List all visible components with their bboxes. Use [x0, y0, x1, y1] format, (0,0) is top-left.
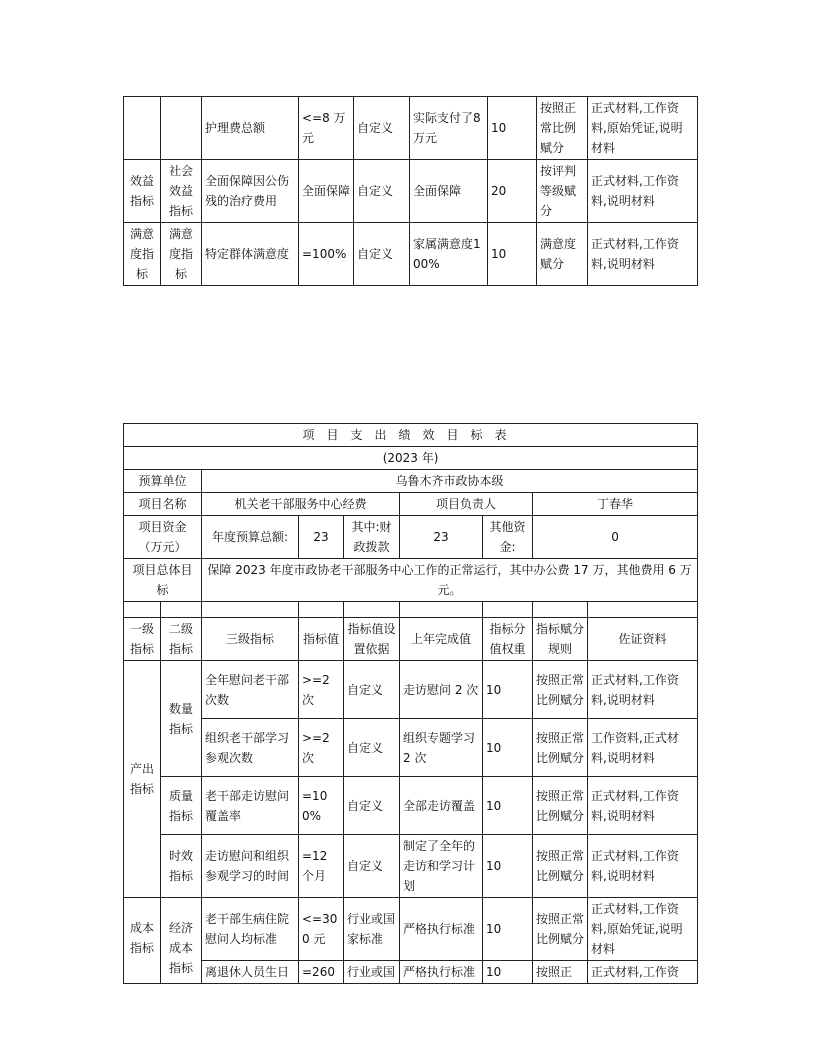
table-row	[124, 777, 698, 835]
evidence-cell: 正式材料,工作资料,原始凭证,说明材料	[588, 97, 698, 160]
rule-cell: 满意度赋分	[537, 223, 588, 286]
table-row	[124, 470, 698, 493]
weight-cell: 10	[488, 97, 537, 160]
last-cell: 组织专题学习 2 次	[400, 719, 483, 777]
rule-cell: 按照正常比例赋分	[533, 835, 588, 898]
l3-cell: 特定群体满意度	[202, 223, 299, 286]
table-row	[124, 898, 698, 961]
budget-unit-label: 预算单位	[124, 470, 202, 493]
project-name-label: 项目名称	[124, 493, 202, 516]
l3-cell: 护理费总额	[202, 97, 299, 160]
performance-target-table	[123, 423, 698, 984]
basis-cell: 行业或国	[344, 961, 400, 984]
group-timeliness: 时效指标	[161, 835, 202, 898]
value-cell: <=300 元	[299, 898, 344, 961]
owner-label: 项目负责人	[400, 493, 533, 516]
header-value: 指标值	[299, 618, 344, 661]
table-header-row	[124, 618, 698, 661]
rule-cell: 按评判等级赋分	[537, 160, 588, 223]
weight-cell: 20	[488, 160, 537, 223]
group-econ-cost: 经济成本指标	[161, 898, 202, 984]
rule-cell: 按照正常比例赋分	[533, 777, 588, 835]
basis-cell: 自定义	[354, 97, 410, 160]
evidence-cell: 正式材料,工作资料,原始凭证,说明材料	[588, 898, 698, 961]
evidence-cell: 正式材料,工作资料,说明材料	[588, 160, 698, 223]
basis-cell: 自定义	[354, 160, 410, 223]
header-evidence: 佐证资料	[588, 618, 698, 661]
basis-cell: 行业或国家标准	[344, 898, 400, 961]
evidence-cell: 工作资料,正式材料,说明材料	[588, 719, 698, 777]
l3-cell: 组织老干部学习参观次数	[202, 719, 299, 777]
header-basis: 指标值设置依据	[344, 618, 400, 661]
weight-cell: 10	[483, 719, 533, 777]
continuation-table	[123, 96, 698, 286]
header-l3: 三级指标	[202, 618, 299, 661]
basis-cell: 自定义	[344, 835, 400, 898]
evidence-cell: 正式材料,工作资	[588, 961, 698, 984]
table-spacer-row	[124, 602, 698, 618]
goal-text: 保障 2023 年度市政协老干部服务中心工作的正常运行，其中办公费 17 万，其他费用 6 万元。	[202, 559, 698, 602]
value-cell: >=2 次	[299, 661, 344, 719]
table-row	[124, 559, 698, 602]
evidence-cell: 正式材料,工作资料,说明材料	[588, 835, 698, 898]
rule-cell: 按照正常比例赋分	[533, 898, 588, 961]
evidence-cell: 正式材料,工作资料,说明材料	[588, 223, 698, 286]
value-cell: >=2 次	[299, 719, 344, 777]
header-rule: 指标赋分规则	[533, 618, 588, 661]
table-row	[124, 160, 698, 223]
header-weight: 指标分值权重	[483, 618, 533, 661]
l2-cell: 社会效益指标	[161, 160, 202, 223]
header-last: 上年完成值	[400, 618, 483, 661]
group-cost: 成本指标	[124, 898, 161, 984]
group-output: 产出指标	[124, 661, 161, 898]
table-row	[124, 97, 698, 160]
owner-value: 丁春华	[533, 493, 698, 516]
annual-total-value: 23	[299, 516, 344, 559]
table-title: 项目支出绩效目标表	[124, 424, 698, 447]
other-funds-label: 其他资金:	[483, 516, 533, 559]
other-funds-value: 0	[533, 516, 698, 559]
header-l1: 一级指标	[124, 618, 161, 661]
l3-cell: 老干部走访慰问覆盖率	[202, 777, 299, 835]
weight-cell: 10	[488, 223, 537, 286]
value-cell: <=8 万元	[299, 97, 354, 160]
table-row	[124, 493, 698, 516]
last-cell: 严格执行标准	[400, 898, 483, 961]
last-cell: 实际支付了8万元	[410, 97, 488, 160]
fiscal-value: 23	[400, 516, 483, 559]
last-cell: 全面保障	[410, 160, 488, 223]
weight-cell: 10	[483, 777, 533, 835]
l1-cell: 效益指标	[124, 160, 161, 223]
last-cell: 严格执行标准	[400, 961, 483, 984]
table-title-row	[124, 424, 698, 447]
value-cell: =100%	[299, 777, 344, 835]
header-l2: 二级指标	[161, 618, 202, 661]
l3-cell: 全面保障因公伤残的治疗费用	[202, 160, 299, 223]
evidence-cell: 正式材料,工作资料,说明材料	[588, 777, 698, 835]
l1-cell: 满意度指标	[124, 223, 161, 286]
weight-cell: 10	[483, 898, 533, 961]
l3-cell: 走访慰问和组织参观学习的时间	[202, 835, 299, 898]
funds-label: 项目资金（万元）	[124, 516, 202, 559]
basis-cell: 自定义	[344, 719, 400, 777]
l1-cell	[124, 97, 161, 160]
table-row	[124, 661, 698, 719]
l2-cell	[161, 97, 202, 160]
basis-cell: 自定义	[344, 661, 400, 719]
goal-label: 项目总体目标	[124, 559, 202, 602]
last-cell: 全部走访覆盖	[400, 777, 483, 835]
table-year-row	[124, 447, 698, 470]
group-quantity: 数量指标	[161, 661, 202, 777]
rule-cell: 按照正常比例赋分	[533, 719, 588, 777]
table-row	[124, 516, 698, 559]
value-cell: =260	[299, 961, 344, 984]
l2-cell: 满意度指标	[161, 223, 202, 286]
value-cell: =12 个月	[299, 835, 344, 898]
value-cell: =100%	[299, 223, 354, 286]
rule-cell: 按照正常比例赋分	[537, 97, 588, 160]
evidence-cell: 正式材料,工作资料,说明材料	[588, 661, 698, 719]
l3-cell: 离退休人员生日	[202, 961, 299, 984]
rule-cell: 按照正	[533, 961, 588, 984]
group-quality: 质量指标	[161, 777, 202, 835]
last-cell: 走访慰问 2 次	[400, 661, 483, 719]
last-cell: 家属满意度100%	[410, 223, 488, 286]
fiscal-label: 其中:财政拨款	[344, 516, 400, 559]
annual-total-label: 年度预算总额:	[202, 516, 299, 559]
project-name-value: 机关老干部服务中心经费	[202, 493, 400, 516]
value-cell: 全面保障	[299, 160, 354, 223]
basis-cell: 自定义	[354, 223, 410, 286]
table-row	[124, 835, 698, 898]
rule-cell: 按照正常比例赋分	[533, 661, 588, 719]
weight-cell: 10	[483, 961, 533, 984]
table-row	[124, 223, 698, 286]
table-year: (2023 年)	[124, 447, 698, 470]
table-row	[124, 719, 698, 777]
weight-cell: 10	[483, 835, 533, 898]
l3-cell: 全年慰问老干部次数	[202, 661, 299, 719]
last-cell: 制定了全年的走访和学习计划	[400, 835, 483, 898]
basis-cell: 自定义	[344, 777, 400, 835]
weight-cell: 10	[483, 661, 533, 719]
table-row	[124, 961, 698, 984]
budget-unit-value: 乌鲁木齐市政协本级	[202, 470, 698, 493]
l3-cell: 老干部生病住院慰问人均标准	[202, 898, 299, 961]
